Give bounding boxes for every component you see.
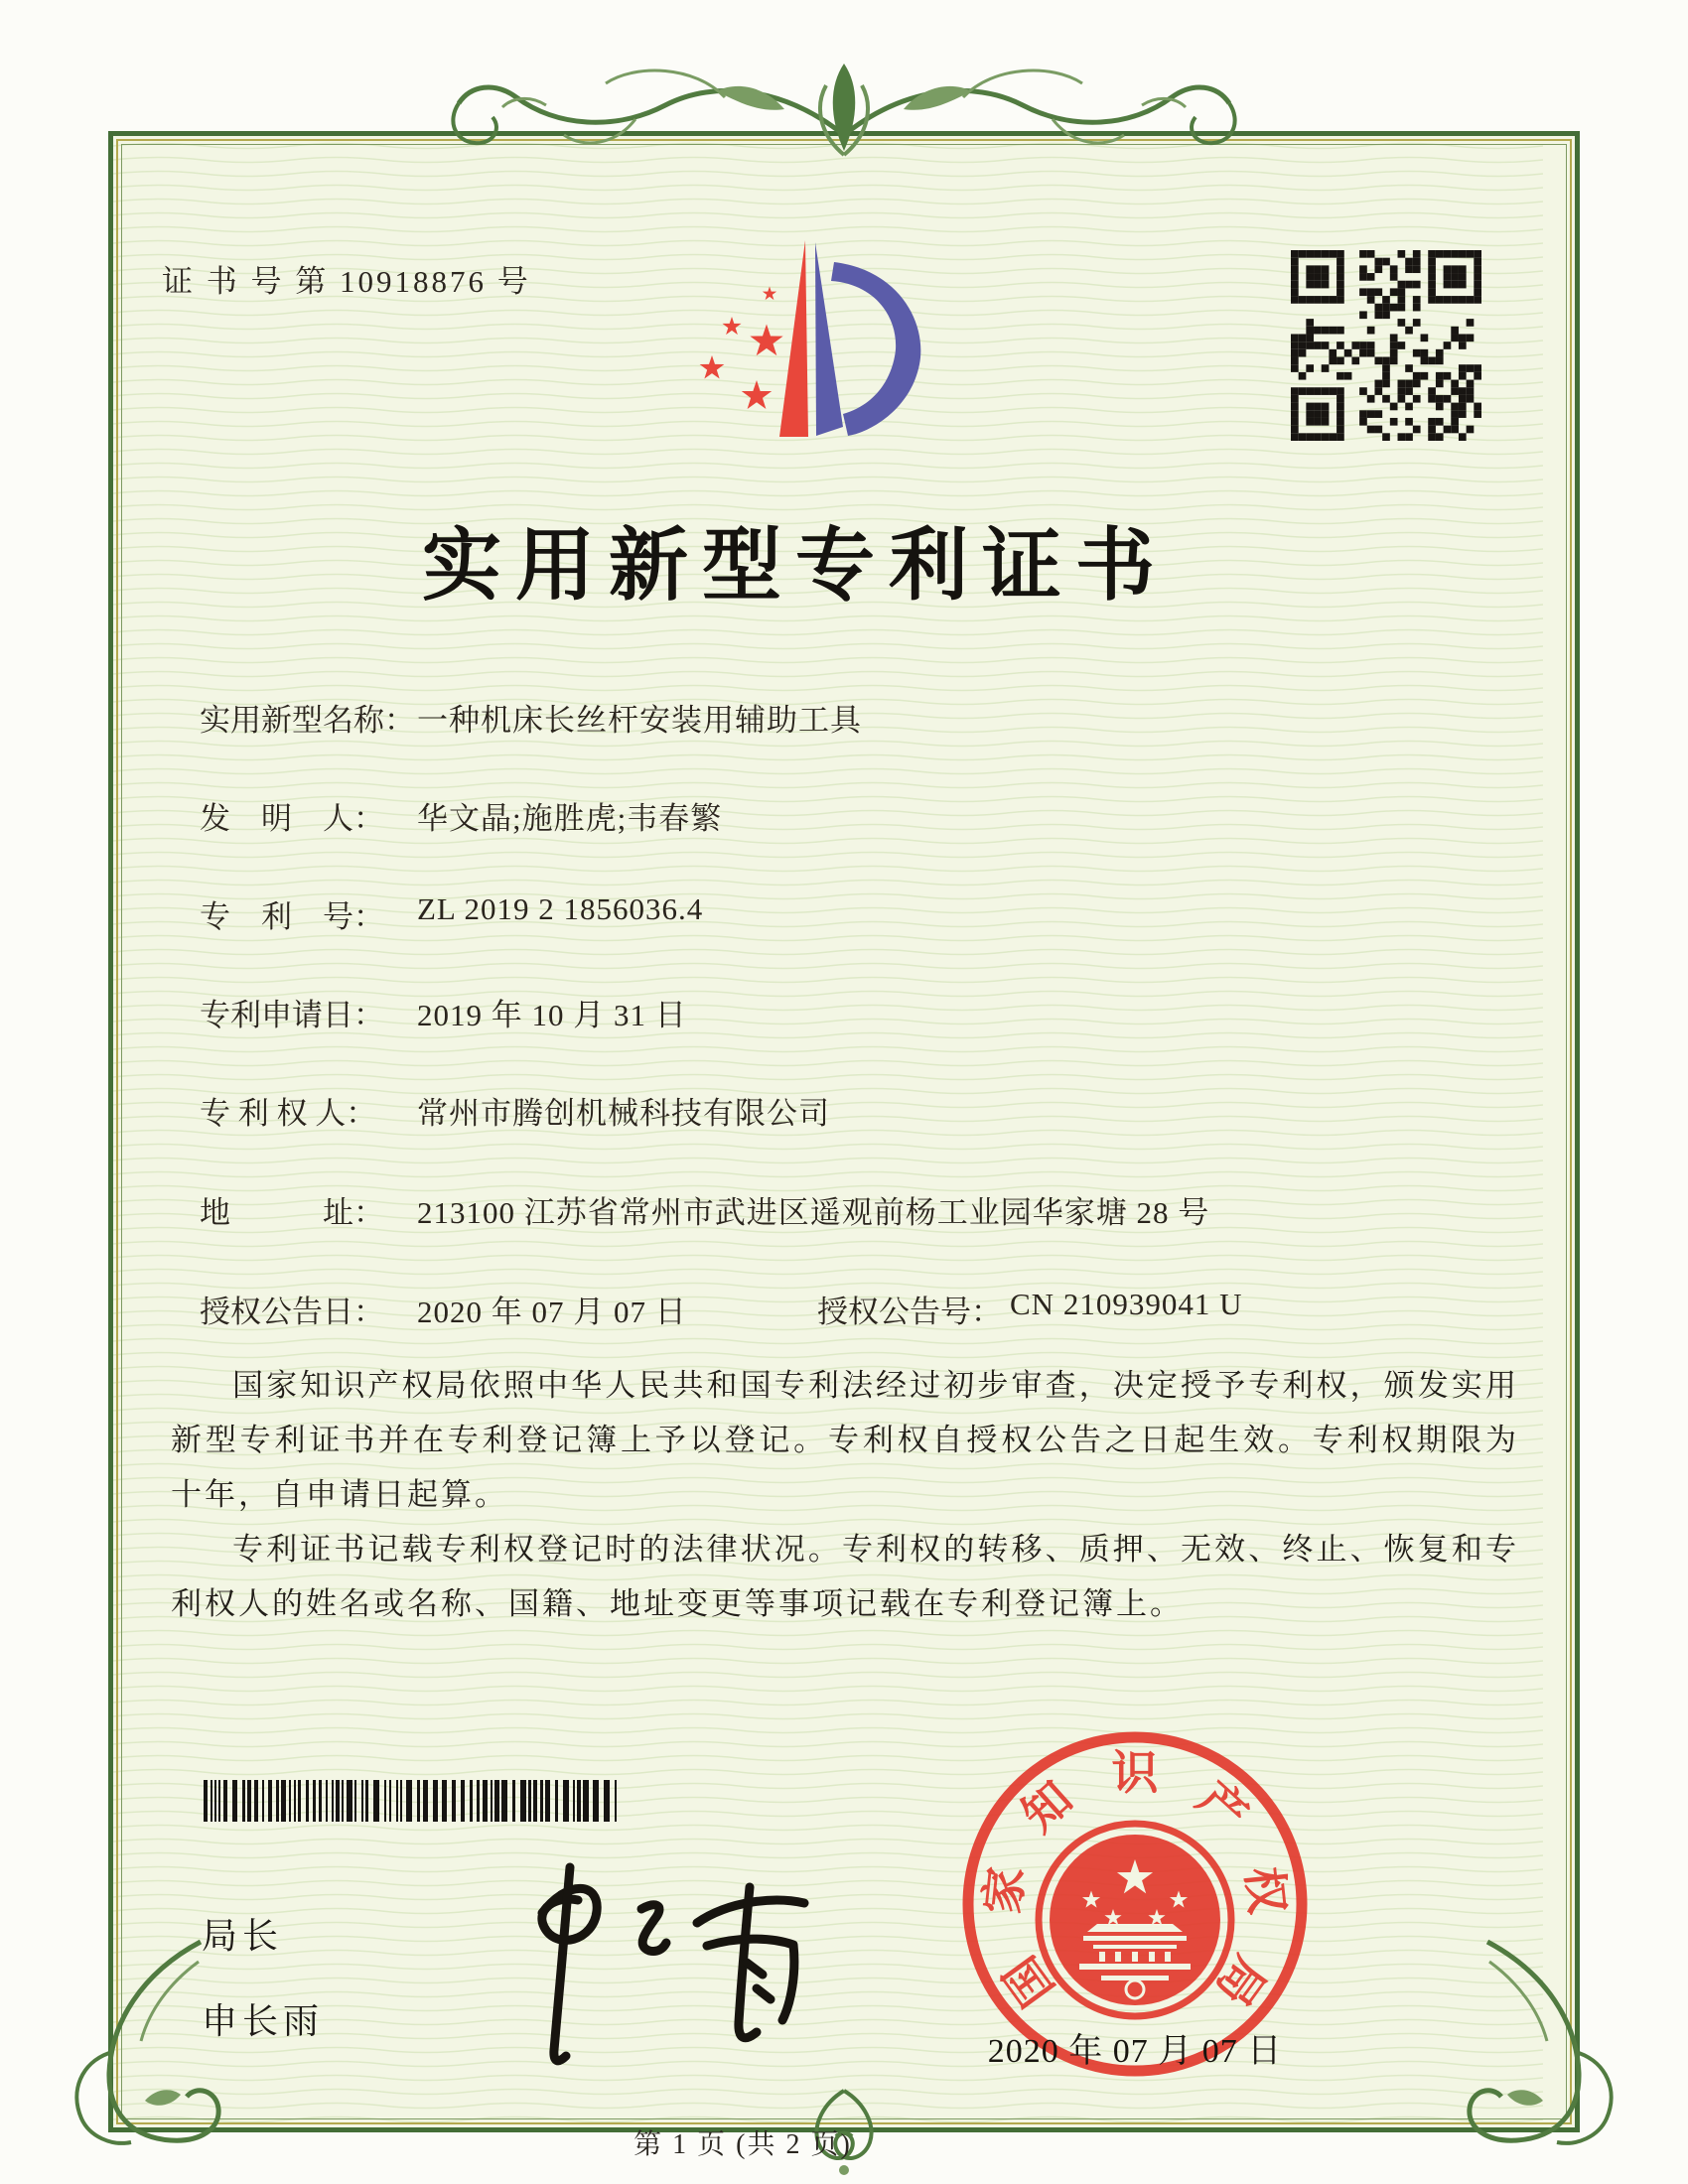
svg-text:知: 知 bbox=[1013, 1772, 1083, 1843]
svg-text:权: 权 bbox=[1235, 1864, 1293, 1917]
svg-text:产: 产 bbox=[1187, 1772, 1257, 1843]
svg-text:国: 国 bbox=[995, 1946, 1064, 2015]
field-label: 授权公告号： bbox=[817, 1295, 1002, 1329]
field-value: 2019 年 10 月 31 日 bbox=[417, 998, 687, 1032]
field-filing-date bbox=[200, 990, 1550, 1034]
field-grant-number bbox=[817, 1287, 1242, 1331]
certificate-number: 证 书 号 第 10918876 号 bbox=[162, 264, 531, 299]
field-patentee bbox=[200, 1088, 1550, 1133]
svg-text:局: 局 bbox=[1205, 1946, 1275, 2015]
field-value: 213100 江苏省常州市武进区遥观前杨工业园华家塘 28 号 bbox=[417, 1195, 1210, 1230]
certificate-title: 实用新型专利证书 bbox=[422, 523, 1169, 611]
field-utility-model-name bbox=[200, 695, 1550, 740]
legal-paragraph-2: 专利证书记载专利权登记时的法律状况。专利权的转移、质押、无效、终止、恢复和专利权人的姓名或名称、国籍、地址变更等事项记载在专利登记簿上。 bbox=[171, 1532, 1519, 1621]
qr-code bbox=[1291, 250, 1481, 441]
field-grant-date bbox=[200, 1287, 1550, 1331]
field-label: 专 利 号： bbox=[200, 899, 384, 934]
field-label: 专 利 权 人： bbox=[200, 1096, 377, 1131]
legal-paragraph-1: 国家知识产权局依照中华人民共和国专利法经过初步审查，决定授予专利权，颁发实用新型专利证书并在专利登记簿上予以登记。专利权自授权公告之日起生效。专利权期限为十年，自申请日起算。 bbox=[171, 1368, 1519, 1512]
field-label: 地 址： bbox=[200, 1195, 384, 1230]
field-value: 华文晶;施胜虎;韦春繁 bbox=[417, 801, 723, 836]
field-patent-number bbox=[200, 891, 1550, 936]
field-value: 2020 年 07 月 07 日 bbox=[417, 1295, 687, 1329]
field-value: 一种机床长丝杆安装用辅助工具 bbox=[417, 703, 862, 738]
barcode bbox=[204, 1780, 629, 1822]
field-address bbox=[200, 1187, 1550, 1232]
field-inventor bbox=[200, 793, 1550, 838]
seal-date: 2020 年 07 月 07 日 bbox=[987, 2033, 1283, 2070]
field-value: CN 210939041 U bbox=[1010, 1287, 1243, 1321]
field-value: 常州市腾创机械科技有限公司 bbox=[417, 1096, 830, 1131]
director-name-label: 申长雨 bbox=[202, 2000, 325, 2041]
legal-text-block bbox=[171, 1358, 1519, 1631]
field-value: ZL 2019 2 1856036.4 bbox=[417, 891, 704, 926]
director-signature bbox=[447, 1851, 834, 2090]
cnipa-logo-icon bbox=[685, 224, 935, 471]
page-number-footer: 第 1 页 (共 2 页) bbox=[633, 2129, 852, 2160]
field-label: 实用新型名称： bbox=[200, 703, 415, 738]
svg-text:家: 家 bbox=[977, 1864, 1035, 1917]
field-label: 授权公告日： bbox=[200, 1295, 384, 1329]
svg-text:识: 识 bbox=[1111, 1748, 1159, 1800]
national-emblem-icon bbox=[1039, 1824, 1231, 2016]
director-title-label: 局长 bbox=[202, 1915, 284, 1956]
field-label: 发 明 人： bbox=[200, 801, 384, 836]
field-label: 专利申请日： bbox=[200, 998, 384, 1032]
